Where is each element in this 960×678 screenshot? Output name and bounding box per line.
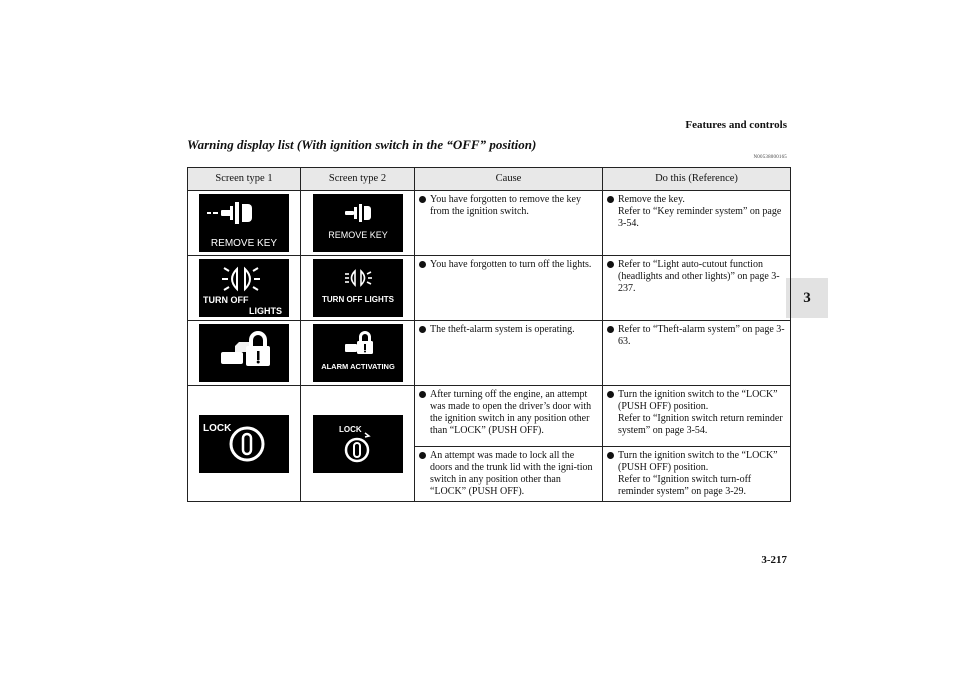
action-text: Refer to “Light auto-cutout function (headlights and other lights)” on page 3-237. xyxy=(618,259,780,294)
column-header-screen-type-2: Screen type 2 xyxy=(301,168,415,191)
lock-screen-1 xyxy=(199,415,289,473)
table-row xyxy=(188,191,791,256)
screen-type-2-cell xyxy=(301,386,415,502)
turn-off-lights-screen-2 xyxy=(313,259,403,317)
cause-text: The theft-alarm system is operating. xyxy=(430,324,575,335)
bullet-icon xyxy=(607,452,614,459)
cause-text: After turning off the engine, an attempt was made to open the driver’s door with the ignition switch in any position other than “LOCK” (PUSH OFF). xyxy=(430,389,592,436)
ignition-lock-icon xyxy=(346,433,369,461)
bullet-icon xyxy=(607,326,614,333)
remove-key-screen-2 xyxy=(313,194,403,252)
action-text: Turn the ignition switch to the “LOCK” (PUSH OFF) position. Refer to “Ignition switch turn-off reminder system” on page 3-29. xyxy=(618,450,778,497)
key-reminder-icon xyxy=(345,204,371,222)
screen-text: REMOVE KEY xyxy=(210,238,278,249)
screen-text: ALARM ACTIVATING xyxy=(320,362,395,371)
section-heading: Warning display list (With ignition switch in the “OFF” position) xyxy=(187,137,537,152)
action-cell xyxy=(603,191,791,256)
document-code: N00538000165 xyxy=(753,155,787,160)
column-header-cause: Cause xyxy=(415,168,603,191)
header-title: Features and controls xyxy=(685,119,787,131)
cause-text: You have forgotten to remove the key from the ignition switch. xyxy=(430,194,581,217)
screen-text: TURN OFF LIGHTS xyxy=(321,295,394,304)
screen-text: LIGHTS xyxy=(249,306,282,316)
screen-text: REMOVE KEY xyxy=(327,230,388,240)
bullet-icon xyxy=(419,261,426,268)
cause-text: You have forgotten to turn off the lights. xyxy=(430,259,592,270)
bullet-icon xyxy=(419,452,426,459)
column-header-action: Do this (Reference) xyxy=(603,168,791,191)
theft-alarm-lock-icon xyxy=(221,331,270,366)
remove-key-screen-1 xyxy=(199,194,289,252)
alarm-screen-2 xyxy=(313,324,403,382)
screen-type-1-cell xyxy=(188,386,301,502)
lock-screen-2 xyxy=(313,415,403,473)
warning-display-table xyxy=(187,167,791,502)
action-cell xyxy=(603,321,791,386)
action-text: Remove the key. Refer to “Key reminder system” on page 3-54. xyxy=(618,194,782,229)
bullet-icon xyxy=(419,326,426,333)
bullet-icon xyxy=(607,391,614,398)
headlight-icon xyxy=(222,268,260,290)
screen-text: TURN OFF xyxy=(203,295,249,305)
action-text: Refer to “Theft-alarm system” on page 3-63. xyxy=(618,324,785,347)
turn-off-lights-screen-1 xyxy=(199,259,289,317)
screen-type-1-cell xyxy=(188,191,301,256)
key-reminder-icon xyxy=(207,202,252,224)
chapter-tab[interactable]: 3 xyxy=(786,278,828,318)
alarm-screen-1 xyxy=(199,324,289,382)
cause-cell xyxy=(415,256,603,321)
action-cell xyxy=(603,447,791,502)
bullet-icon xyxy=(607,196,614,203)
cause-cell xyxy=(415,447,603,502)
bullet-icon xyxy=(419,391,426,398)
cause-cell xyxy=(415,386,603,447)
cause-cell xyxy=(415,191,603,256)
action-text: Turn the ignition switch to the “LOCK” (PUSH OFF) position. Refer to “Ignition switch return reminder system” on page 3-54. xyxy=(618,389,783,436)
action-cell xyxy=(603,386,791,447)
table-row xyxy=(188,321,791,386)
screen-text: LOCK xyxy=(203,422,232,434)
cause-cell xyxy=(415,321,603,386)
screen-type-1-cell xyxy=(188,321,301,386)
screen-type-1-cell xyxy=(188,256,301,321)
bullet-icon xyxy=(419,196,426,203)
screen-type-2-cell xyxy=(301,256,415,321)
table-row xyxy=(188,256,791,321)
screen-text: LOCK xyxy=(338,424,362,434)
bullet-icon xyxy=(607,261,614,268)
action-cell xyxy=(603,256,791,321)
headlight-icon xyxy=(345,271,372,285)
screen-type-2-cell xyxy=(301,321,415,386)
screen-type-2-cell xyxy=(301,191,415,256)
theft-alarm-lock-icon xyxy=(345,331,373,354)
cause-text: An attempt was made to lock all the doors and the trunk lid with the igni-tion switch in any position other than “LOCK” (PUSH OFF). xyxy=(430,450,593,497)
ignition-lock-icon xyxy=(231,428,263,460)
page-number: 3-217 xyxy=(761,554,787,566)
column-header-screen-type-1: Screen type 1 xyxy=(188,168,301,191)
table-row xyxy=(188,386,791,447)
table-header-row xyxy=(188,168,791,191)
